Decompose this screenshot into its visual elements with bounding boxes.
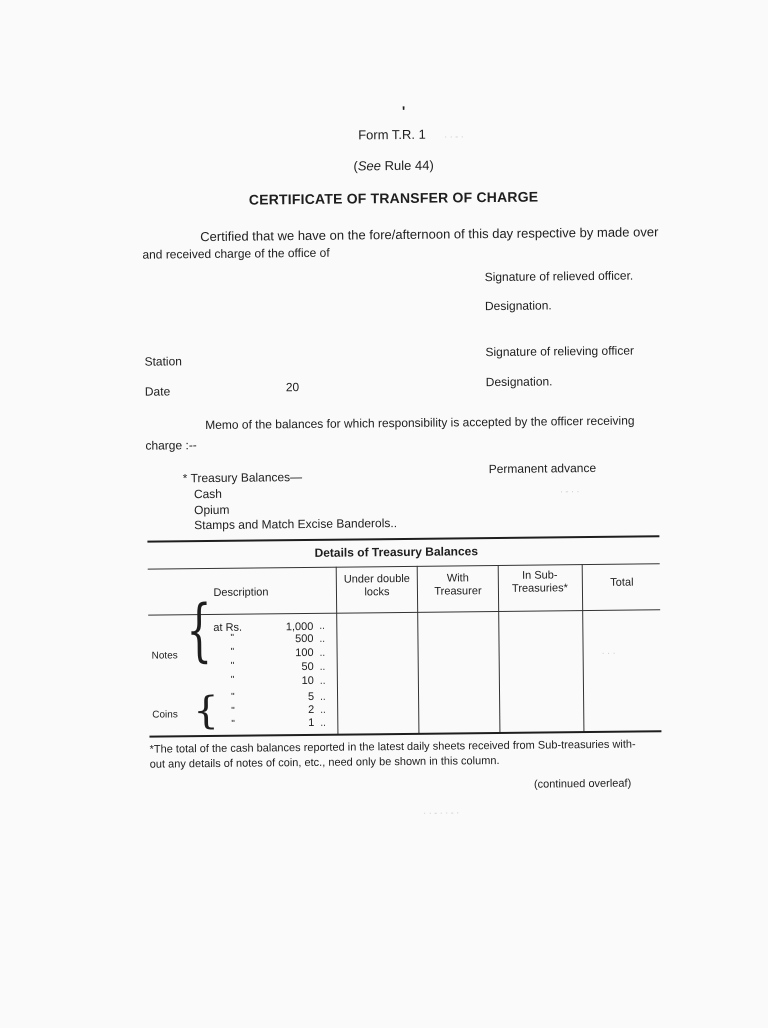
certified-text-line2: and received charge of the office of: [142, 245, 330, 262]
note-denomination: 100: [295, 646, 314, 660]
col-divider-4: [582, 564, 585, 732]
col-divider-2: [417, 566, 420, 734]
year-prefix: 20: [285, 380, 300, 395]
ditto-mark: ": [230, 632, 235, 644]
leader-dots: ..: [320, 704, 326, 716]
opium-label: Opium: [194, 502, 230, 518]
cash-label: Cash: [193, 486, 223, 502]
table-top-rule: [147, 535, 659, 542]
coin-denomination: 5: [307, 690, 315, 703]
header-total: Total: [610, 576, 634, 589]
leader-dots: ..: [320, 717, 326, 729]
certified-text-line1: Certified that we have on the fore/afternoon of this day respective by made over: [200, 224, 659, 245]
bleed-through-mark: · - · ·: [559, 486, 580, 497]
date-label: Date: [144, 384, 171, 399]
footnote-line1: *The total of the cash balances reported in the latest daily sheets received from Sub-treasuries with-: [149, 738, 636, 756]
header-double-locks: Under double locks: [343, 572, 410, 599]
note-denomination: 500: [295, 632, 314, 646]
table-bottom-rule: [149, 730, 661, 737]
permanent-advance-label: Permanent advance: [488, 460, 597, 477]
designation-label-1: Designation.: [484, 298, 552, 314]
table-title: Details of Treasury Balances: [314, 544, 479, 560]
memo-text-line2: charge :--: [145, 438, 197, 453]
table-body-rule: [148, 609, 660, 615]
col-divider-3: [498, 565, 501, 733]
header-with-treasurer: With Treasurer: [434, 572, 482, 598]
at-rs-label: at Rs.: [213, 621, 243, 634]
header-sub-treasuries: In Sub-Treasuries*: [511, 569, 568, 595]
stray-mark: ': [401, 102, 406, 119]
form-number: Form T.R. 1: [358, 126, 426, 143]
footnote-line2: out any details of notes of coin, etc., need only be shown in this column.: [149, 754, 500, 771]
leader-dots: ..: [319, 620, 325, 632]
continued-overleaf: (continued overleaf): [533, 777, 632, 791]
leader-dots: ..: [320, 691, 326, 703]
coin-denomination: 1: [308, 716, 315, 729]
header-description: Description: [213, 586, 269, 599]
leader-dots: ..: [319, 675, 326, 687]
coins-label: Coins: [152, 709, 178, 721]
ditto-mark: ": [230, 646, 235, 658]
leader-dots: ..: [319, 633, 326, 645]
rule-reference: (See Rule 44): [353, 157, 434, 174]
table-header-rule: [148, 563, 660, 569]
treasury-balances-label: * Treasury Balances—: [182, 470, 303, 486]
coin-denomination: 2: [308, 703, 315, 716]
ditto-mark: ": [230, 691, 235, 703]
note-denomination: 50: [301, 660, 314, 674]
notes-brace: {: [185, 591, 213, 671]
signature-relieving-label: Signature of relieving officer: [485, 343, 635, 360]
leader-dots: ..: [319, 647, 326, 659]
note-denomination: 1,000: [285, 620, 314, 634]
ditto-mark: ": [230, 660, 235, 672]
ditto-mark: ": [231, 718, 235, 730]
stamps-label: Stamps and Match Excise Banderols..: [194, 516, 398, 533]
coins-brace: {: [192, 689, 219, 734]
ditto-mark: ": [231, 705, 235, 717]
memo-text-line1: Memo of the balances for which responsibility is accepted by the officer receiving: [205, 413, 635, 433]
page-title: CERTIFICATE OF TRANSFER OF CHARGE: [248, 188, 539, 208]
station-label: Station: [144, 354, 182, 369]
leader-dots: ..: [319, 661, 326, 673]
signature-relieved-label: Signature of relieved officer.: [484, 268, 634, 285]
note-denomination: 10: [301, 674, 314, 688]
designation-label-2: Designation.: [485, 374, 553, 390]
notes-label: Notes: [151, 650, 178, 662]
ditto-mark: ": [230, 674, 235, 686]
bleed-through-mark: · · - ·: [444, 131, 464, 142]
bleed-through-mark: · · - · · - ·: [423, 807, 460, 818]
bleed-through-mark: · · ·: [601, 647, 616, 658]
